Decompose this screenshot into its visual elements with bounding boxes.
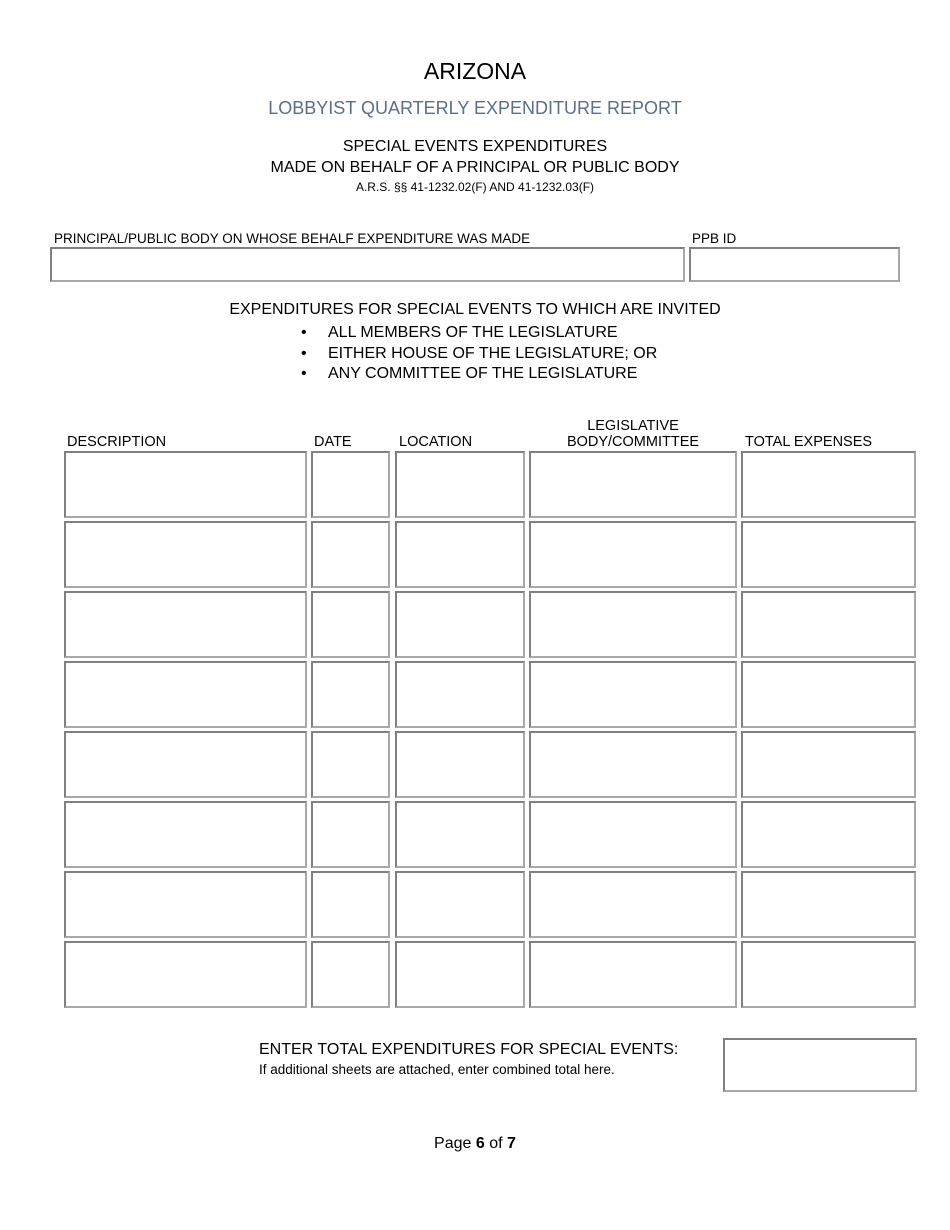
description-cell[interactable]	[64, 941, 307, 1008]
report-title: LOBBYIST QUARTERLY EXPENDITURE REPORT	[268, 98, 682, 118]
location-cell[interactable]	[395, 871, 525, 938]
date-cell[interactable]	[311, 591, 390, 658]
location-cell[interactable]	[395, 941, 525, 1008]
invited-item-text: EITHER HOUSE OF THE LEGISLATURE; OR	[328, 344, 658, 362]
col-total-expenses: TOTAL EXPENSES	[745, 434, 873, 450]
statute-reference: A.R.S. §§ 41-1232.02(F) AND 41-1232.03(F)	[355, 180, 595, 194]
description-cell[interactable]	[64, 521, 307, 588]
invited-list	[301, 323, 658, 385]
description-cell[interactable]	[64, 451, 307, 518]
total-expenses-cell[interactable]	[741, 801, 916, 868]
invited-item: • EITHER HOUSE OF THE LEGISLATURE; OR	[301, 344, 658, 362]
location-cell[interactable]	[395, 801, 525, 868]
legislative-body-cell[interactable]	[529, 801, 737, 868]
legislative-body-cell[interactable]	[529, 521, 737, 588]
total-expenses-cell[interactable]	[741, 941, 916, 1008]
total-input[interactable]	[723, 1038, 917, 1092]
legislative-body-cell[interactable]	[529, 731, 737, 798]
col-legislative-body	[530, 418, 736, 450]
page-number	[0, 1135, 950, 1153]
legislative-body-cell[interactable]	[529, 661, 737, 728]
location-cell[interactable]	[395, 591, 525, 658]
invited-item-text: ANY COMMITTEE OF THE LEGISLATURE	[328, 365, 638, 382]
total-expenses-cell[interactable]	[741, 591, 916, 658]
invited-item-text: ALL MEMBERS OF THE LEGISLATURE	[328, 324, 618, 341]
description-cell[interactable]	[64, 801, 307, 868]
description-cell[interactable]	[64, 871, 307, 938]
legislative-body-cell[interactable]	[529, 941, 737, 1008]
date-cell[interactable]	[311, 451, 390, 518]
page-prefix: Page	[434, 1135, 472, 1152]
date-cell[interactable]	[311, 521, 390, 588]
location-cell[interactable]	[395, 661, 525, 728]
page-of: of	[489, 1135, 503, 1152]
total-note: If additional sheets are attached, enter combined total here.	[259, 1062, 615, 1077]
state-title: ARIZONA	[423, 58, 527, 84]
ppb-id-input[interactable]	[689, 247, 900, 282]
location-cell[interactable]	[395, 731, 525, 798]
col-location: LOCATION	[399, 434, 473, 450]
description-cell[interactable]	[64, 731, 307, 798]
col-description: DESCRIPTION	[67, 434, 167, 450]
invited-item: • ALL MEMBERS OF THE LEGISLATURE	[301, 324, 618, 341]
principal-input[interactable]	[50, 247, 685, 282]
legislative-body-cell[interactable]	[529, 451, 737, 518]
col-legislative-line1: LEGISLATIVE	[587, 418, 679, 434]
total-expenses-cell[interactable]	[741, 871, 916, 938]
legislative-body-cell[interactable]	[529, 591, 737, 658]
total-pages: 7	[507, 1135, 516, 1152]
description-cell[interactable]	[64, 591, 307, 658]
date-cell[interactable]	[311, 871, 390, 938]
col-legislative-line2: BODY/COMMITTEE	[566, 434, 700, 450]
date-cell[interactable]	[311, 661, 390, 728]
legislative-body-cell[interactable]	[529, 871, 737, 938]
col-date: DATE	[314, 434, 352, 450]
location-cell[interactable]	[395, 451, 525, 518]
total-label: ENTER TOTAL EXPENDITURES FOR SPECIAL EVENTS:	[259, 1041, 679, 1058]
total-expenses-cell[interactable]	[741, 521, 916, 588]
description-cell[interactable]	[64, 661, 307, 728]
invited-item: • ANY COMMITTEE OF THE LEGISLATURE	[301, 365, 638, 382]
total-expenses-cell[interactable]	[741, 731, 916, 798]
total-expenses-cell[interactable]	[741, 661, 916, 728]
location-cell[interactable]	[395, 521, 525, 588]
total-expenses-cell[interactable]	[741, 451, 916, 518]
invited-heading: EXPENDITURES FOR SPECIAL EVENTS TO WHICH ARE INVITED	[229, 301, 721, 318]
ppb-id-label: PPB ID	[692, 231, 737, 246]
date-cell[interactable]	[311, 731, 390, 798]
principal-label: PRINCIPAL/PUBLIC BODY ON WHOSE BEHALF EXPENDITURE WAS MADE	[54, 231, 531, 246]
section-title: SPECIAL EVENTS EXPENDITURES	[342, 138, 608, 155]
date-cell[interactable]	[311, 801, 390, 868]
section-subtitle: MADE ON BEHALF OF A PRINCIPAL OR PUBLIC BODY	[270, 159, 680, 176]
current-page: 6	[475, 1135, 485, 1152]
date-cell[interactable]	[311, 941, 390, 1008]
